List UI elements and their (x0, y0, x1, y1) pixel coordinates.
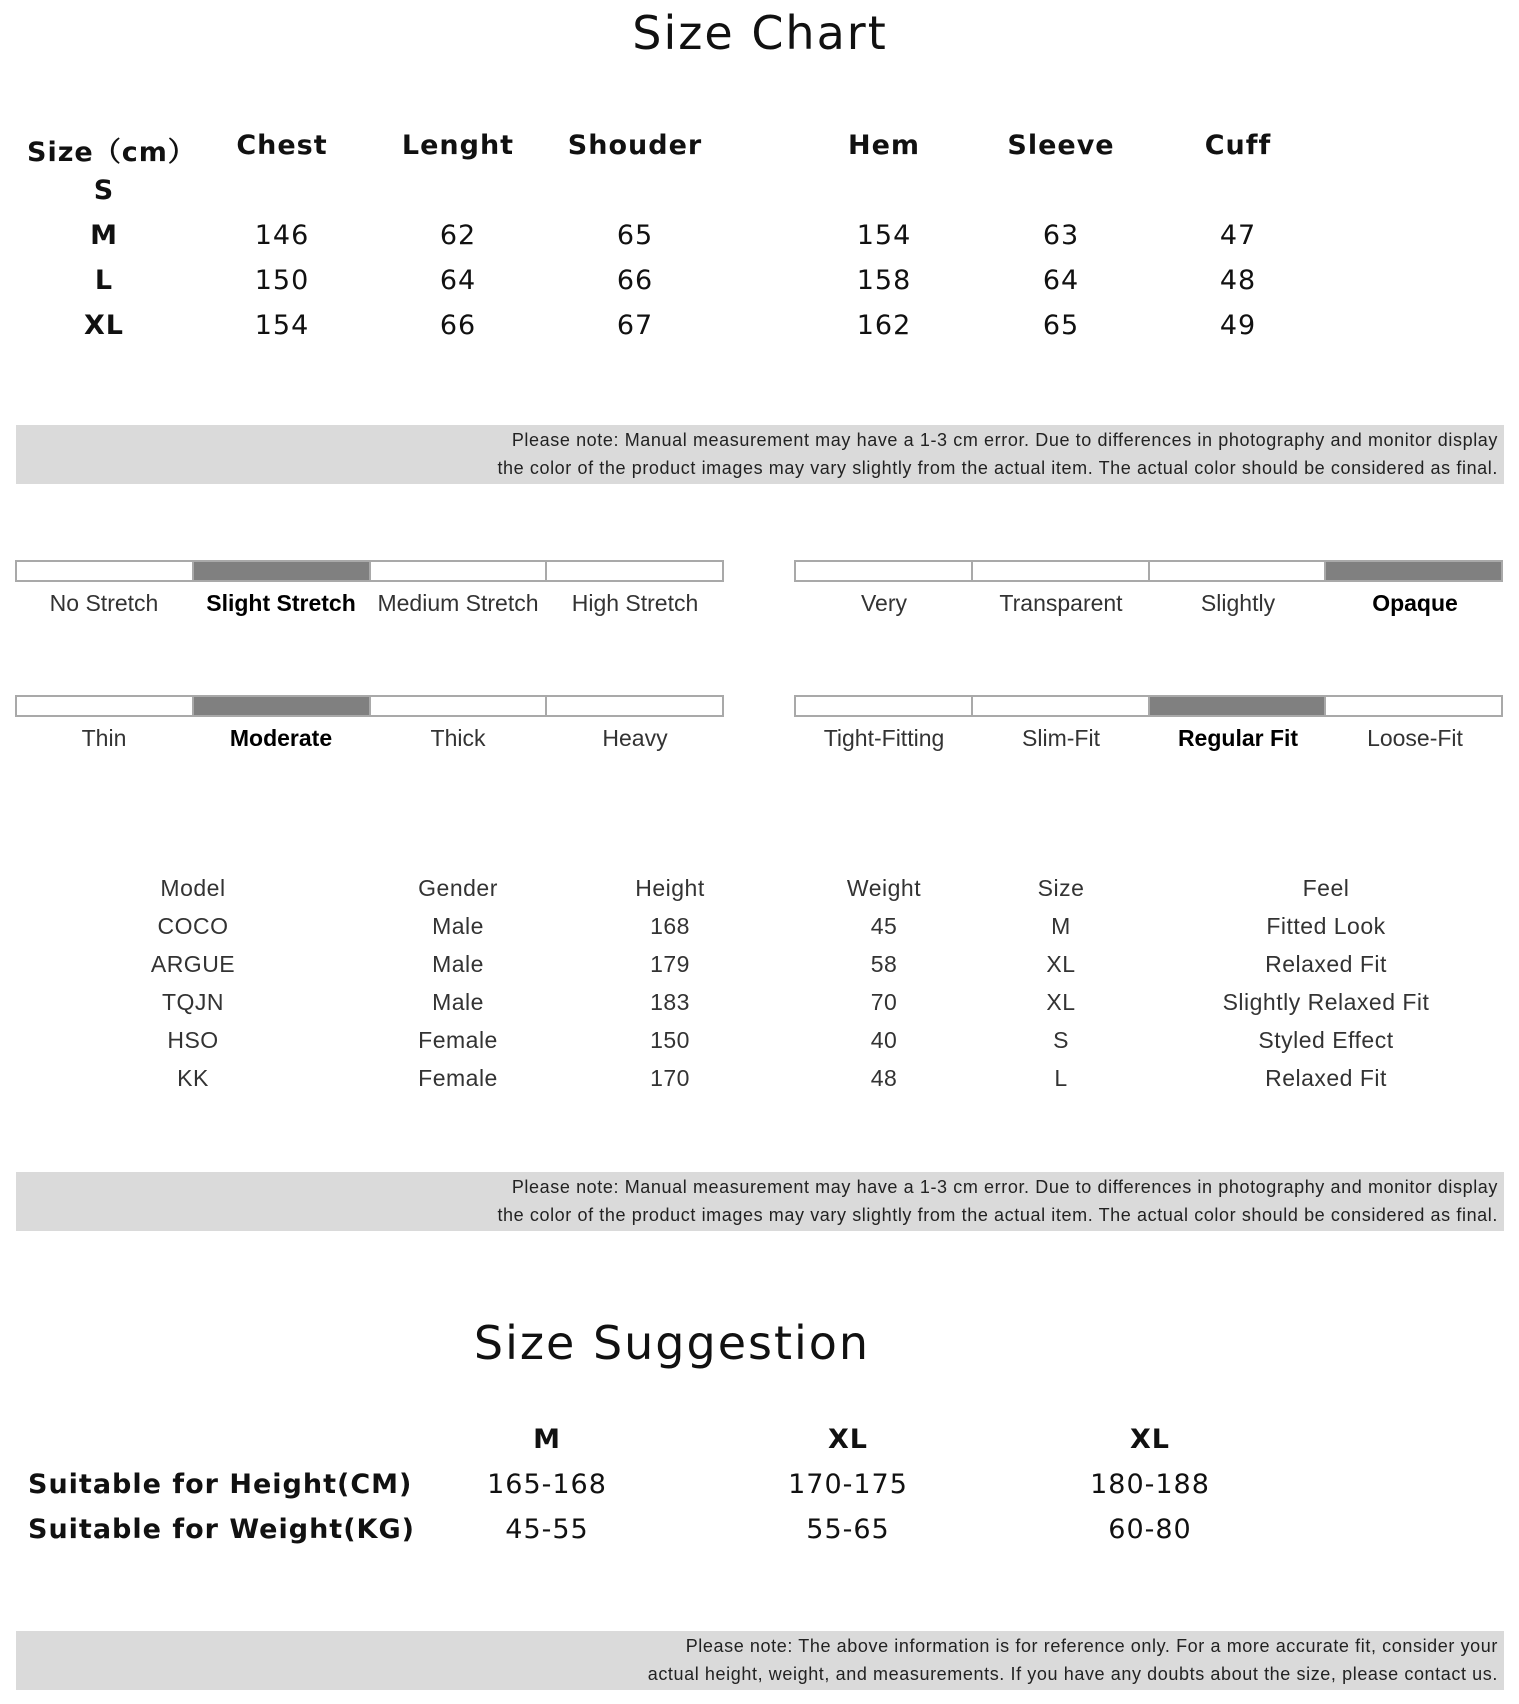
scale-segment-selected (194, 562, 371, 580)
note-banner (16, 1631, 1504, 1690)
model-header: Gender (418, 875, 498, 901)
table-cell: 70 (870, 989, 898, 1015)
table-cell: ARGUE (150, 951, 236, 977)
scale-label: Thin (81, 725, 127, 751)
note-banner (16, 1172, 1504, 1231)
table-cell: 183 (650, 989, 690, 1015)
header-sleeve: Sleeve (1007, 130, 1115, 161)
row-size-label: M (90, 220, 118, 251)
table-cell: L (1054, 1065, 1068, 1091)
model-header: Feel (1302, 875, 1350, 901)
table-cell: 64 (1042, 265, 1080, 296)
note-line: Please note: The above information is for reference only. For a more accurate fit, consider your (685, 1636, 1498, 1656)
table-cell: 49 (1219, 310, 1257, 341)
table-cell: COCO (157, 913, 229, 939)
table-cell: Male (432, 951, 484, 977)
table-cell: HSO (167, 1027, 219, 1053)
table-cell: 40 (870, 1027, 898, 1053)
scale-label: Thick (430, 725, 486, 751)
scale-segment-selected (1150, 697, 1327, 715)
scale-segment (371, 562, 548, 580)
table-cell: 158 (856, 265, 912, 296)
scale-segment (973, 562, 1150, 580)
table-cell: Relaxed Fit (1265, 951, 1387, 977)
opacity-bar (794, 560, 1503, 582)
fit-bar (794, 695, 1503, 717)
note-line: the color of the product images may vary slightly from the actual item. The actual color should be considered as final. (497, 1205, 1498, 1225)
header-shoulder: Shouder (567, 130, 703, 161)
scale-segment (973, 697, 1150, 715)
row-size-label: S (93, 175, 115, 206)
table-cell: 60-80 (1108, 1514, 1192, 1545)
table-cell: 62 (439, 220, 477, 251)
thickness-bar (15, 695, 724, 717)
scale-label: No Stretch (49, 590, 159, 616)
model-header: Weight (846, 875, 922, 901)
header-hem: Hem (847, 130, 921, 161)
weight-row-label: Suitable for Weight(KG) (28, 1514, 415, 1545)
note-line: Please note: Manual measurement may have a 1-3 cm error. Due to differences in photography and monitor display (511, 430, 1498, 450)
scale-label: Loose-Fit (1367, 725, 1463, 751)
header-cuff: Cuff (1204, 130, 1272, 161)
header-length: Lenght (401, 130, 515, 161)
table-cell: Female (418, 1027, 498, 1053)
table-cell: 180-188 (1090, 1469, 1210, 1500)
table-cell: 170 (650, 1065, 690, 1091)
table-cell: 165-168 (487, 1469, 607, 1500)
table-cell: Male (432, 989, 484, 1015)
size-suggestion-title: Size Suggestion (473, 1316, 871, 1370)
model-header: Model (160, 875, 226, 901)
table-cell: 45-55 (505, 1514, 589, 1545)
table-cell: Relaxed Fit (1265, 1065, 1387, 1091)
table-cell: 146 (254, 220, 310, 251)
model-header: Size (1037, 875, 1085, 901)
table-cell: 66 (439, 310, 477, 341)
scale-label: Tight-Fitting (823, 725, 945, 751)
scale-segment (796, 562, 973, 580)
table-cell: TQJN (161, 989, 225, 1015)
table-cell: Styled Effect (1258, 1027, 1394, 1053)
table-cell: 47 (1219, 220, 1257, 251)
model-header: Height (635, 875, 705, 901)
scale-label: Slim-Fit (1022, 725, 1100, 751)
table-cell: KK (177, 1065, 209, 1091)
suggestion-size: M (533, 1424, 561, 1455)
height-row-label: Suitable for Height(CM) (28, 1469, 413, 1500)
table-cell: 154 (856, 220, 912, 251)
table-cell: 162 (856, 310, 912, 341)
table-cell: XL (1046, 989, 1076, 1015)
suggestion-size: XL (827, 1424, 869, 1455)
table-cell: 66 (616, 265, 654, 296)
table-cell: 55-65 (806, 1514, 890, 1545)
note-line: Please note: Manual measurement may have a 1-3 cm error. Due to differences in photography and monitor display (511, 1177, 1498, 1197)
table-cell: 67 (616, 310, 654, 341)
table-cell: 63 (1042, 220, 1080, 251)
table-cell: S (1053, 1027, 1069, 1053)
table-cell: 65 (616, 220, 654, 251)
header-size: Size（cm） (27, 137, 196, 168)
table-cell: 168 (650, 913, 690, 939)
size-chart-title: Size Chart (632, 6, 888, 60)
scale-segment (796, 697, 973, 715)
scale-label: Medium Stretch (377, 590, 539, 616)
scale-label-selected: Opaque (1372, 590, 1458, 616)
suggestion-size: XL (1129, 1424, 1171, 1455)
table-cell: 179 (650, 951, 690, 977)
table-cell: Female (418, 1065, 498, 1091)
stretch-bar (15, 560, 724, 582)
scale-segment (547, 562, 722, 580)
scale-segment (17, 697, 194, 715)
table-cell: 150 (254, 265, 310, 296)
row-size-label: L (94, 265, 114, 296)
table-cell: Fitted Look (1266, 913, 1386, 939)
row-size-label: XL (83, 310, 125, 341)
table-cell: XL (1046, 951, 1076, 977)
scale-segment (1326, 697, 1501, 715)
scale-segment (1150, 562, 1327, 580)
scale-label: Slightly (1200, 590, 1276, 616)
scale-segment-selected (194, 697, 371, 715)
note-line: the color of the product images may vary slightly from the actual item. The actual color should be considered as final. (497, 458, 1498, 478)
note-banner (16, 425, 1504, 484)
table-cell: 58 (870, 951, 898, 977)
scale-label-selected: Slight Stretch (206, 590, 356, 616)
note-line: actual height, weight, and measurements. If you have any doubts about the size, please contact us. (647, 1664, 1498, 1684)
scale-segment (371, 697, 548, 715)
scale-label: High Stretch (571, 590, 699, 616)
scale-segment (547, 697, 722, 715)
table-cell: 170-175 (788, 1469, 908, 1500)
table-cell: Male (432, 913, 484, 939)
table-cell: 65 (1042, 310, 1080, 341)
header-chest: Chest (236, 130, 328, 161)
table-cell: 45 (870, 913, 898, 939)
table-cell: 154 (254, 310, 310, 341)
scale-label-selected: Moderate (229, 725, 333, 751)
table-cell: 48 (870, 1065, 898, 1091)
scale-label: Very (860, 590, 908, 616)
scale-label: Heavy (602, 725, 668, 751)
table-cell: 48 (1219, 265, 1257, 296)
table-cell: 64 (439, 265, 477, 296)
scale-segment-selected (1326, 562, 1501, 580)
table-cell: M (1051, 913, 1071, 939)
table-cell: Slightly Relaxed Fit (1222, 989, 1430, 1015)
table-cell: 150 (650, 1027, 690, 1053)
scale-label-selected: Regular Fit (1177, 725, 1299, 751)
scale-segment (17, 562, 194, 580)
scale-label: Transparent (999, 590, 1123, 616)
